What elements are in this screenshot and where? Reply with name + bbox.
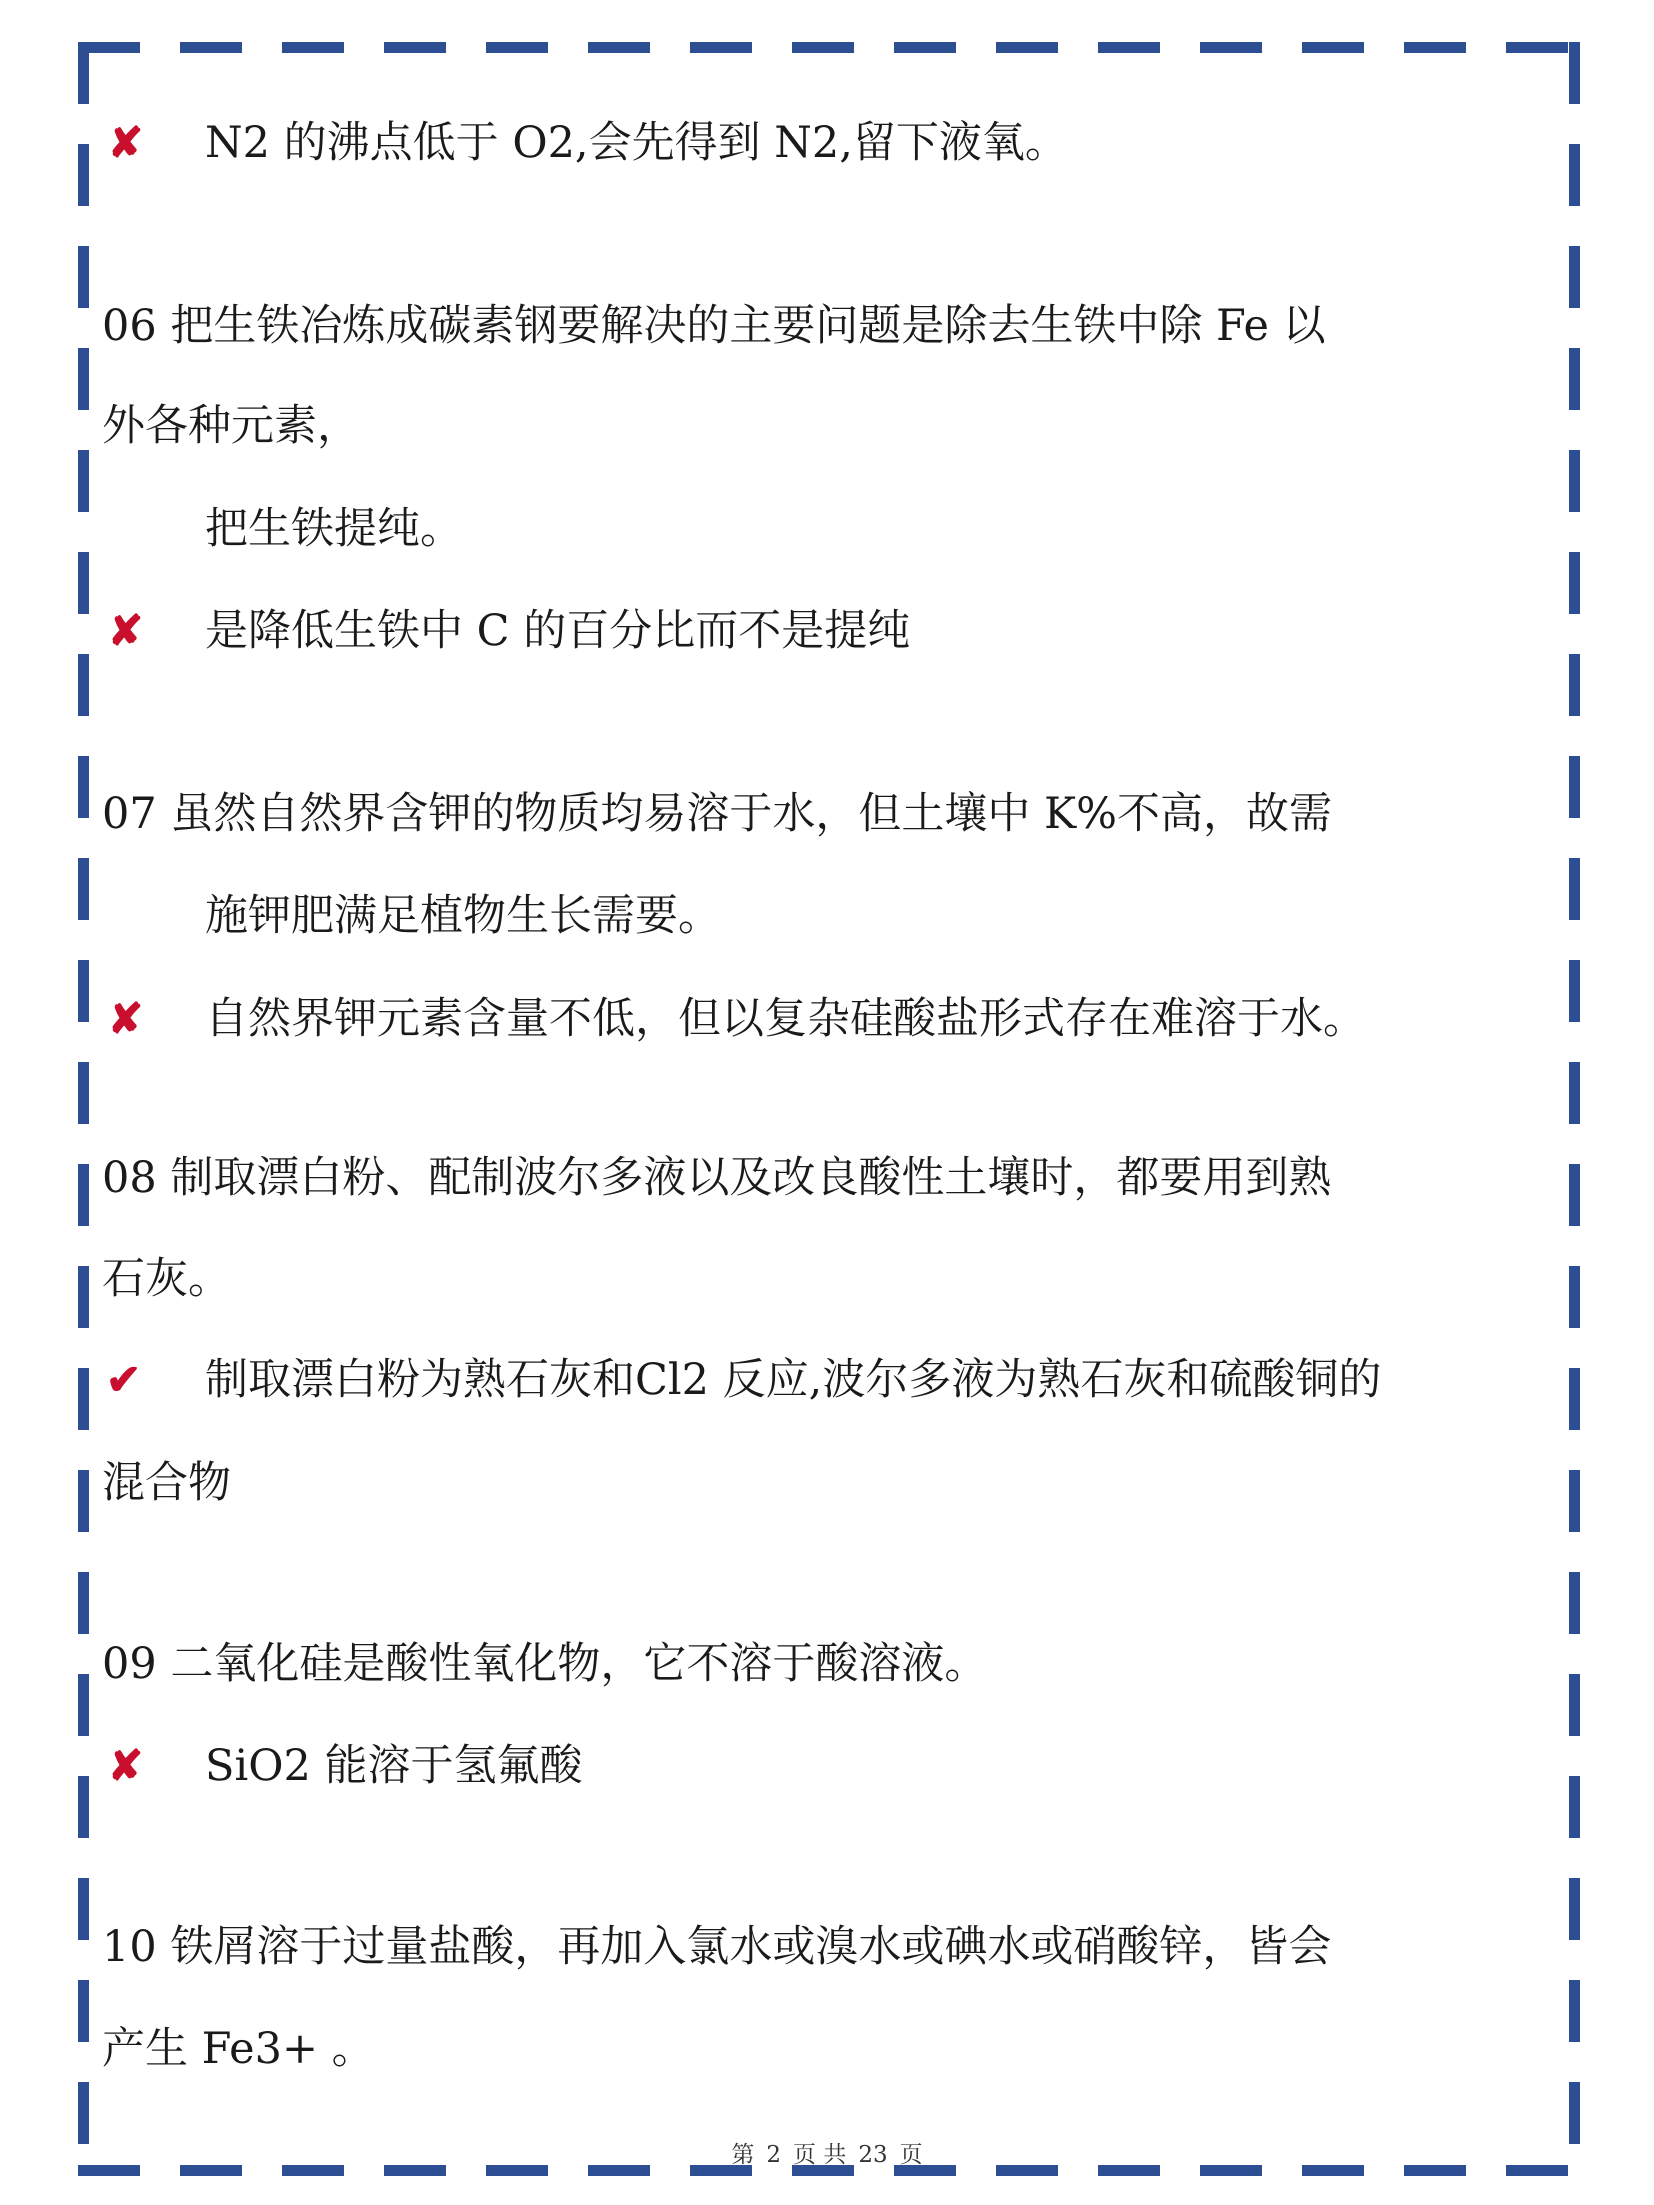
question-08-line-2: 石灰。: [102, 1254, 231, 1304]
border-dash: [78, 42, 89, 104]
border-dash: [894, 42, 956, 53]
footer-total-pages: 23: [858, 2142, 888, 2168]
question-06-line-3: 把生铁提纯。: [205, 504, 463, 554]
question-06-line-1: 06 把生铁冶炼成碳素钢要解决的主要问题是除去生铁中除 Fe 以: [102, 301, 1326, 351]
question-08-line-1: 08 制取漂白粉、配制波尔多液以及改良酸性土壤时，都要用到熟: [102, 1153, 1332, 1203]
answer-line-08-2: 混合物: [102, 1458, 231, 1508]
page-footer: [0, 2136, 1654, 2169]
wrong-mark-icon: ✘: [108, 118, 144, 167]
footer-middle: 页 共: [793, 2142, 847, 2168]
footer-prefix: 第: [731, 2142, 755, 2168]
question-07-line-2: 施钾肥满足植物生长需要。: [205, 891, 721, 941]
border-dash: [1569, 2082, 1580, 2144]
border-dash: [282, 42, 344, 53]
border-dash: [78, 450, 89, 512]
border-dash: [1569, 1266, 1580, 1328]
border-dash: [1506, 42, 1568, 53]
border-dash: [78, 2082, 89, 2144]
border-dash: [1569, 1572, 1580, 1634]
border-dash: [78, 246, 89, 308]
border-dash: [180, 42, 242, 53]
border-dash: [1569, 1674, 1580, 1736]
answer-line-08-1: 制取漂白粉为熟石灰和Cl2 反应,波尔多液为熟石灰和硫酸铜的: [205, 1355, 1382, 1405]
answer-line-05: N2 的沸点低于 O2,会先得到 N2,留下液氧。: [205, 118, 1068, 168]
question-10-line-2: 产生 Fe3+ 。: [102, 2024, 375, 2074]
wrong-mark-icon: ✘: [108, 1741, 144, 1790]
answer-line-07: 自然界钾元素含量不低，但以复杂硅酸盐形式存在难溶于水。: [205, 994, 1366, 1044]
wrong-mark-icon: ✘: [108, 994, 144, 1043]
answer-line-09: SiO2 能溶于氢氟酸: [205, 1741, 583, 1791]
border-dash: [78, 960, 89, 1022]
border-dash: [792, 42, 854, 53]
border-dash: [1302, 42, 1364, 53]
border-dash: [690, 42, 752, 53]
border-dash: [78, 348, 89, 410]
border-dash: [1569, 450, 1580, 512]
border-dash: [486, 42, 548, 53]
border-dash: [1569, 246, 1580, 308]
border-dash: [78, 1368, 89, 1430]
border-dash: [1569, 1164, 1580, 1226]
border-dash: [1200, 42, 1262, 53]
border-dash: [1569, 552, 1580, 614]
border-dash: [78, 1980, 89, 2042]
border-dash: [1569, 42, 1580, 104]
border-dash: [1569, 1878, 1580, 1940]
border-dash: [78, 552, 89, 614]
question-09-line-1: 09 二氧化硅是酸性氧化物，它不溶于酸溶液。: [102, 1639, 988, 1689]
border-dash: [78, 144, 89, 206]
border-dash: [1569, 348, 1580, 410]
border-dash: [384, 42, 446, 53]
answer-line-06: 是降低生铁中 C 的百分比而不是提纯: [205, 606, 911, 656]
border-dash: [1569, 960, 1580, 1022]
border-dash: [78, 1164, 89, 1226]
border-dash: [996, 42, 1058, 53]
border-dash: [78, 1776, 89, 1838]
border-dash: [588, 42, 650, 53]
border-dash: [1569, 1776, 1580, 1838]
border-dash: [1569, 858, 1580, 920]
border-dash: [78, 1674, 89, 1736]
border-dash: [1569, 1062, 1580, 1124]
border-dash: [1569, 756, 1580, 818]
question-10-line-1: 10 铁屑溶于过量盐酸，再加入氯水或溴水或碘水或硝酸锌，皆会: [102, 1922, 1332, 1972]
border-dash: [78, 654, 89, 716]
border-dash: [1404, 42, 1466, 53]
border-dash: [78, 756, 89, 818]
border-dash: [1569, 654, 1580, 716]
border-dash: [1569, 144, 1580, 206]
border-dash: [78, 858, 89, 920]
border-dash: [1569, 1368, 1580, 1430]
footer-page-number: 2: [766, 2142, 782, 2168]
footer-suffix: 页: [899, 2142, 923, 2168]
border-dash: [78, 1470, 89, 1532]
question-06-line-2: 外各种元素，: [102, 401, 360, 451]
border-dash: [78, 1062, 89, 1124]
check-mark-icon: ✔: [106, 1355, 142, 1404]
wrong-mark-icon: ✘: [108, 606, 144, 655]
border-dash: [1569, 1980, 1580, 2042]
question-07-line-1: 07 虽然自然界含钾的物质均易溶于水，但土壤中 K%不高，故需: [102, 789, 1333, 839]
border-dash: [1569, 1470, 1580, 1532]
border-dash: [78, 1878, 89, 1940]
border-dash: [1098, 42, 1160, 53]
border-dash: [78, 1266, 89, 1328]
border-dash: [78, 1572, 89, 1634]
